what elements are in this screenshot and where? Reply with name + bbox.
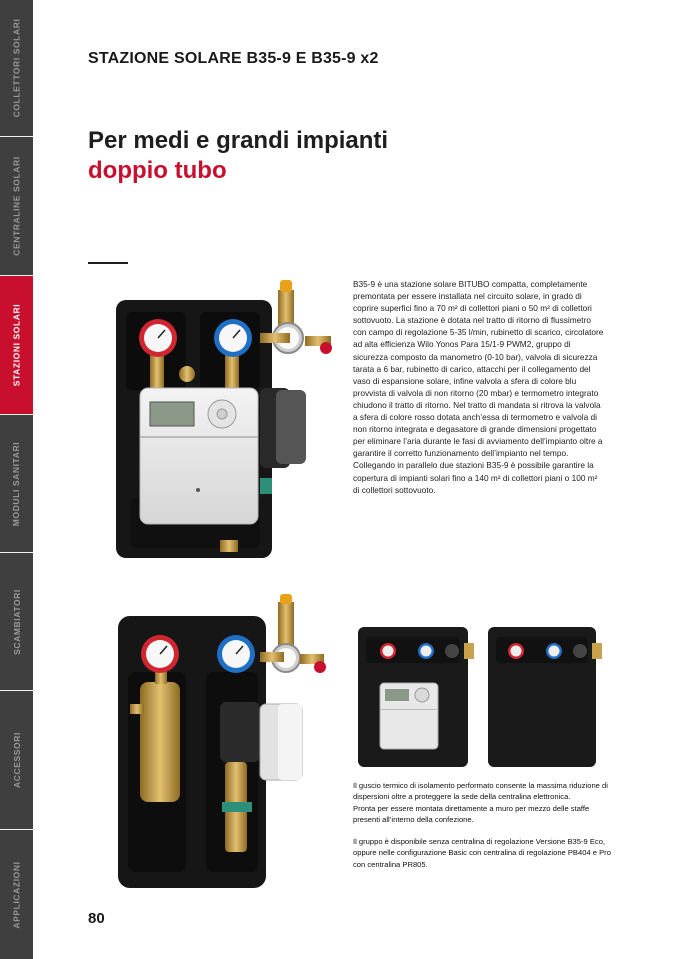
page-title: STAZIONE SOLARE B35-9 E B35-9 x2 [88,50,379,67]
tab-moduli-sanitari[interactable] [0,415,33,553]
tab-applicazioni[interactable] [0,830,33,959]
solar-station-without-controller-photo [110,592,335,892]
tab-label: CENTRALINE SOLARI [11,156,22,256]
caption-paragraph: Il gruppo è disponibile senza centralina di regolazione Versione B35-9 Eco, oppure nelle configurazione Basic con centralina di regolazione PB404 e Pro con centralina PR805. [353,837,611,869]
tab-label: COLLETTORI SOLARI [11,18,22,118]
page-number: 80 [88,910,105,927]
section-sidebar [0,0,33,959]
tab-label: SCAMBIATORI [11,588,22,655]
description-paragraph: Collegando in parallelo due stazioni B35-9 è possibile garantire la copertura di impianti solari fino a 140 m² di collettori piani o 100 m² di collettori sottovuoto. [353,460,598,495]
tab-collettori-solari[interactable] [0,0,33,137]
caption-paragraph: Pronta per essere montata direttamente a muro per mezzo delle staffe presenti all’interno della confezione. [353,803,590,824]
solar-station-with-controller-photo [110,278,345,563]
caption-paragraph: Il guscio termico di isolamento performato consente la massima riduzione di dispersioni oltre a proteggere la sede della centralina elettronica. [353,781,608,802]
station-cover-basic-thumb [488,625,608,770]
tab-accessori[interactable] [0,691,33,830]
station-cover-with-controller-thumb [358,625,478,770]
divider [88,262,128,264]
tab-label: MODULI SANITARI [11,441,22,526]
description-paragraph: B35-9 è una stazione solare BITUBO compatta, completamente premontata per essere installata nel circuito solare, in grado di coprire superfici fino a 70 m² di collettori piani o 50 m² di collettori sottovuoto. La stazione è dotata nel tratto di ritorno di flussimetro con campo di regolazione 5-35 l/min, rubinetto di scarico, circolatore ad alta efficienza Wilo Yonos Para 15/1-9 PWM2, gruppo di sicurezza composto da manometro (0-10 bar), valvola di sicurezza tarata a 6 bar, rubinetto di carico, attacchi per il collegamento del vaso di espansione solare, infine valvola a sfera di colore blu provvista di valvola di non ritorno (20 mbar) e termometro integrato chiudono il tratto di ritorno. Nel tratto di mandata si ritrova la valvola a sfera di colore rosso dotata anch’essa di termometro e valvola di non ritorno integrata e degasatore di grande dimensioni progettato per eliminare l’aria durante le fasi di avviamento dell’impianto oltre a garantire il corretto funzionamento dell’impianto nel tempo. [353,279,604,459]
tab-label: STAZIONI SOLARI [11,303,22,387]
headline-accent: doppio tubo [88,157,227,184]
headline-primary: Per medi e grandi impianti [88,127,389,154]
tab-centraline-solari[interactable] [0,137,33,276]
tab-scambiatori[interactable] [0,553,33,691]
tab-stazioni-solari[interactable] [0,276,33,415]
product-description [353,278,605,496]
product-caption [353,780,613,870]
tab-label: ACCESSORI [11,732,22,788]
tab-label: APPLICAZIONI [11,860,22,929]
